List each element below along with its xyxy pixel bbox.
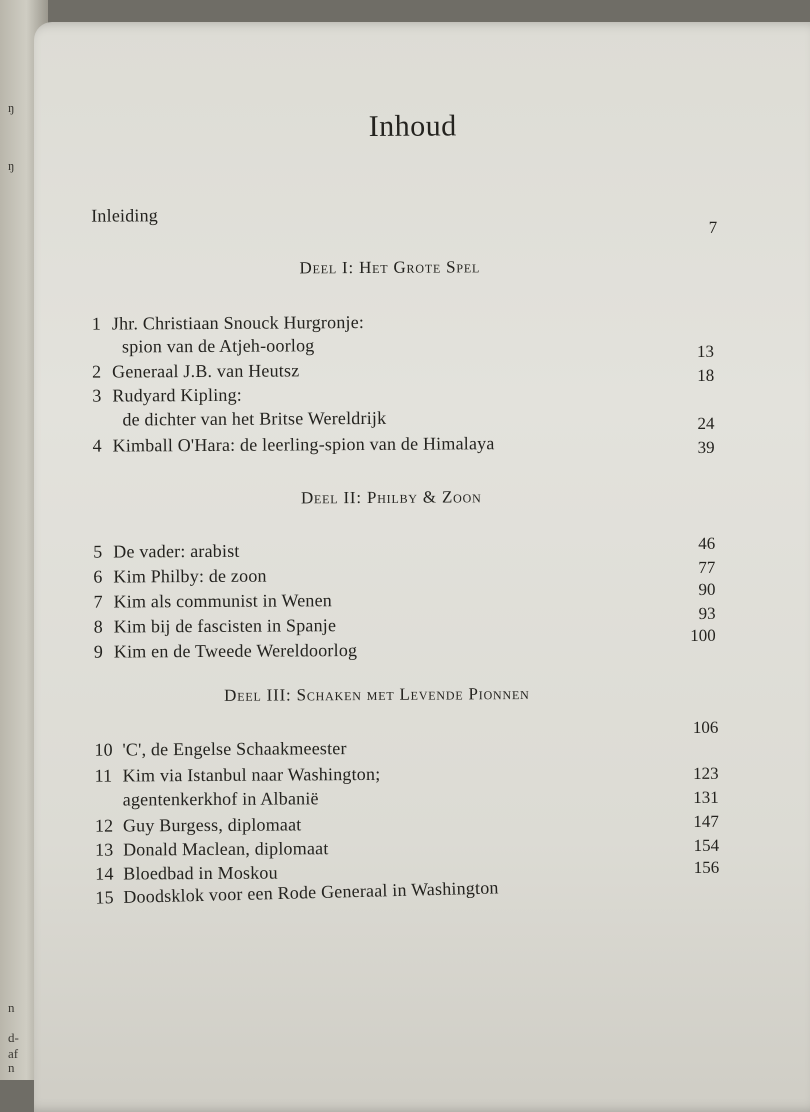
- chapter-title-continued: spion van de Atjeh-oorlog: [121, 335, 315, 357]
- chapter-title: Kim via Istanbul naar Washington;: [122, 763, 381, 786]
- chapter-page: 46: [698, 533, 716, 553]
- chapter-number: 2: [92, 361, 102, 382]
- chapter-page: 131: [693, 787, 719, 807]
- toc-intro-label: Inleiding: [91, 205, 159, 226]
- left-page-mark: n: [8, 1060, 15, 1075]
- chapter-number: 9: [93, 641, 104, 662]
- toc-entry: [92, 360, 299, 382]
- chapter-page: 123: [693, 763, 719, 783]
- chapter-title: Kim bij de fascisten in Spanje: [113, 615, 337, 637]
- chapter-page: 24: [697, 413, 715, 433]
- left-page-mark: af: [8, 1046, 19, 1061]
- left-page-mark: n: [8, 1000, 15, 1015]
- chapter-number: 7: [93, 591, 103, 612]
- chapter-number: 15: [95, 887, 114, 908]
- chapter-title: Kimball O'Hara: de leerling-spion van de Himalaya: [112, 433, 495, 456]
- toc-entry: [93, 590, 332, 612]
- chapter-title: Rudyard Kipling:: [112, 384, 243, 406]
- part-title: Deel I: Het Grote Spel: [299, 257, 481, 278]
- chapter-number: 11: [94, 765, 113, 786]
- chapter-page: 13: [696, 341, 715, 361]
- chapter-title-continued: agentenkerkhof in Albanië: [122, 788, 319, 810]
- toc-intro-page: 7: [708, 217, 718, 237]
- chapter-number: 13: [94, 839, 114, 860]
- chapter-number: 4: [92, 435, 102, 456]
- chapter-number: 12: [94, 815, 114, 836]
- toc-entry: [95, 764, 381, 787]
- left-page-mark: d-: [8, 1030, 19, 1045]
- chapter-title: Jhr. Christiaan Snouck Hurgronje:: [111, 311, 365, 334]
- toc-entry: [94, 615, 337, 637]
- page-title: Inhoud: [368, 109, 457, 143]
- chapter-title: Kim en de Tweede Wereldoorlog: [113, 640, 358, 662]
- left-page-mark: ŋ: [8, 100, 15, 115]
- chapter-number: 10: [94, 739, 113, 760]
- toc-entry: [95, 863, 278, 885]
- chapter-page: 90: [698, 579, 716, 599]
- chapter-title: Generaal J.B. van Heutsz: [112, 360, 300, 382]
- part-title: Deel II: Philby & Zoon: [300, 487, 482, 508]
- toc-entry: [93, 566, 266, 588]
- chapter-title: Bloedbad in Moskou: [123, 862, 278, 884]
- toc-entry: [92, 312, 364, 335]
- chapter-title: Doodsklok voor een Rode Generaal in Washington: [123, 877, 499, 907]
- part-title: Deel III: Schaken met Levende Pionnen: [224, 683, 530, 705]
- toc-entry: [92, 385, 242, 407]
- toc-entry: [95, 814, 302, 836]
- chapter-title: 'C', de Engelse Schaakmeester: [122, 738, 347, 760]
- chapter-page: 154: [693, 835, 720, 855]
- chapter-number: 14: [95, 863, 114, 884]
- chapter-number: 6: [93, 566, 103, 587]
- chapter-page: 39: [697, 437, 715, 457]
- chapter-title: De vader: arabist: [113, 540, 240, 562]
- chapter-title: Guy Burgess, diplomaat: [122, 814, 302, 836]
- chapter-title-continued: de dichter van het Britse Wereldrijk: [122, 407, 387, 430]
- chapter-title: Donald Maclean, diplomaat: [122, 838, 329, 860]
- chapter-number: 1: [91, 313, 102, 334]
- toc-entry: [94, 738, 346, 761]
- chapter-number: 5: [93, 541, 103, 562]
- table-of-contents: [34, 17, 810, 1112]
- chapter-page: 93: [698, 603, 716, 623]
- toc-entry: [93, 541, 239, 563]
- chapter-page: 100: [690, 625, 716, 646]
- toc-entry: [95, 838, 329, 860]
- chapter-title: Kim Philby: de zoon: [113, 565, 267, 587]
- toc-entry: [93, 433, 495, 456]
- chapter-number: 3: [92, 385, 102, 406]
- chapter-number: 8: [93, 616, 103, 637]
- chapter-page: 106: [692, 717, 719, 737]
- toc-entry: [94, 640, 357, 663]
- book-page: [34, 22, 810, 1112]
- chapter-page: 156: [693, 857, 720, 877]
- chapter-page: 147: [693, 811, 719, 831]
- left-page-mark: ŋ: [8, 158, 15, 173]
- chapter-page: 77: [698, 557, 716, 577]
- chapter-page: 18: [697, 365, 715, 385]
- chapter-title: Kim als communist in Wenen: [113, 590, 333, 612]
